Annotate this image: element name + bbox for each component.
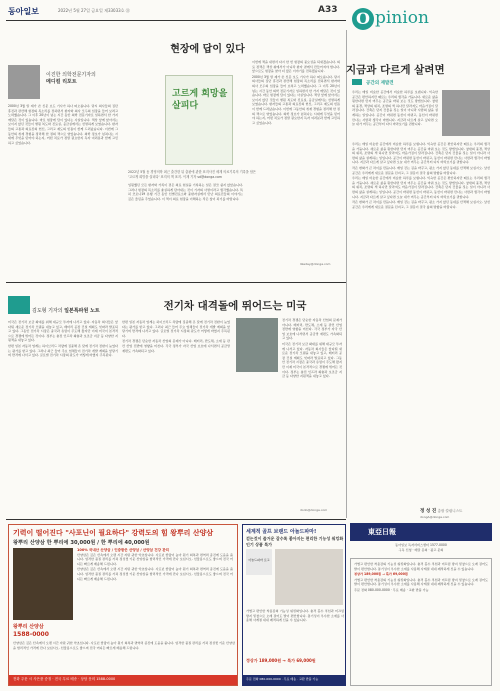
section2-author-label: 김도형 기자의 bbox=[32, 308, 63, 314]
section2-author-name: 일본특파원 노트 bbox=[64, 308, 100, 314]
ad-ginseng-product: 왕뿌리 산양삼 bbox=[13, 624, 44, 630]
ad-shoes-detail-paragraph: 가볍고 편안한 착용감의 기능성 워킹화입니다. 충격 흡수 쿠션과 미끄럼 방지 밑창으로 오래 걸어도 발이 편안합니다. 통기성이 우수한 소재를 사용해 사계절 내내 쾌적하게 신을 수 있습니다. bbox=[354, 562, 488, 571]
ad-ginseng-footer: 전화 주문 시 사은품 증정 · 전국 무료 배송 · 상담 문의 1588-0000 bbox=[13, 677, 116, 681]
ad-shoes-logo-label: 아놀드파마 로고 bbox=[248, 558, 270, 562]
newspaper-logo: 동아일보 bbox=[8, 6, 39, 16]
column-body-1 bbox=[8, 104, 118, 266]
ad-ginseng-highlight: 100% 국내산 산양삼 / 인증받은 산양삼 / 산양삼 건강 관리 bbox=[77, 548, 169, 552]
right-column-email: dongA@donga.com bbox=[420, 515, 450, 519]
page-number: A33 bbox=[318, 5, 338, 15]
ad-shoes-footer: 주문 전화 080-000-0000 · 무료 배송 · 교환 반품 가능 bbox=[246, 677, 319, 681]
section2-paragraph-4: 전기차 경쟁은 단순한 자동차 산업의 문제가 아니다. 배터리, 반도체, 소재 등 관련 산업 전반에 영향을 미친다. 각국 정부가 자국 산업 보호에 나서면서 공급망 재편도 가속화되고 있다. bbox=[122, 339, 230, 353]
ad-shoes-body bbox=[246, 609, 344, 655]
column-paragraph-3: 이번에 책을 내면서 다시 한 번 현장의 중요성을 되새겼습니다. 의료 정책은 책상 위에서가 아니라 환자 곁에서 만들어져야 합니다. 앞으로도 현장을 찾아 더 많은 이야기를 전하겠습니다. bbox=[252, 60, 340, 74]
ad-shoes-photo bbox=[275, 549, 343, 605]
section2-paragraph-6: 미국은 전기차 보급 확대를 위해 대규모 투자에 나서고 있다. 자동차 회사들은 앞다퉈 새로운 전기차 모델을 내놓고 있고, 배터리 공장 건설 계획도 잇따라 발표되고 있다. 그동안 전기차 시장은 중국과 유럽이 주도해 왔지만 이제 미국이 본격적으로 경쟁에 뛰어든 것이다. 정부는 충전 인프라 확충과 보조금 지급 등 다양한 지원책을 내놓고 있다. bbox=[282, 341, 342, 379]
column-byline bbox=[46, 72, 96, 86]
section2-paragraph-1: 미국은 전기차 보급 확대를 위해 대규모 투자에 나서고 있다. 자동차 회사들은 앞다퉈 새로운 전기차 모델을 내놓고 있고, 배터리 공장 건설 계획도 잇따라 발표되고 있다. 그동안 전기차 시장은 중국과 유럽이 주도해 왔지만 이제 미국이 본격적으로 경쟁에 뛰어든 것이다. 정부는 충전 인프라 확충과 보조금 지급 등 다양한 지원책을 내놓고 있다. bbox=[8, 320, 118, 343]
right-column-title: 지금과 다르게 살려면 bbox=[346, 64, 445, 76]
section2-body-2 bbox=[122, 320, 230, 505]
column-paragraph: 2000년 3월 말 제가 쓴 신문 보도 기사가 하나 떠오릅니다. 당시 의사들의 집단 휴진과 관련해 현장의 목소리를 전하면서 환자와 의사 모두의 입장을 들어 보려고 노력했습니다. 그 이후 20년이 넘는 시간 동안 의학 전문기자로 일하면서 한 가지 깨달은 것이 있습니다. 바로 현장에 답이 있다는 사실입니다. 책상 앞에 앉아서는 보이지 않던 것들이 병원 복도와 진료실, 응급실에서는 선명하게 보였습니다. 환자들의 고통과 의료진의 헌신, 그리고 제도의 빈틈이 함께 드러났습니다. 이번에 그동안의 취재 경험을 정리해 한 권의 책으로 엮었습니다. 의학 정보가 넘쳐나는 시대에 무엇을 믿어야 하는지, 어떤 치료가 정말 필요한지 독자 여러분과 함께 고민하고 싶었습니다. bbox=[8, 104, 118, 145]
ad-shoes-detail-paragraph-2: 가볍고 편안한 착용감의 기능성 워킹화입니다. 충격 흡수 쿠션과 미끄럼 방지 밑창으로 오래 걸어도 발이 편안합니다. 통기성이 우수한 소재를 사용해 사계절 내내 쾌적하게 신을 수 있습니다. bbox=[354, 577, 488, 587]
section2-photo bbox=[236, 318, 278, 372]
column-headline: 현장에 답이 있다 bbox=[170, 44, 245, 55]
right-column-paragraph-3: 작은 변화가 큰 차이를 만듭니다. 매일 걷는 길을 바꾸고, 평소 가지 않던 동네를 산책해 보십시오. 낯선 공간은 우리에게 새로운 질문을 던지고, 그 질문이 결국 삶의 방향을 바꿉니다. bbox=[352, 165, 490, 175]
opinion-logo-text: pinion bbox=[375, 8, 429, 28]
section2-byline bbox=[32, 307, 100, 314]
column-divider bbox=[346, 30, 347, 518]
right-column-author: 정 성 진 bbox=[420, 509, 437, 514]
brand-banner bbox=[350, 523, 492, 541]
columnist-photo bbox=[442, 90, 490, 136]
ad-shoes-footer-bar bbox=[243, 675, 345, 685]
ad-ginseng-photo bbox=[13, 548, 73, 620]
column-body-3 bbox=[252, 60, 340, 260]
ad-ginseng-body bbox=[77, 548, 233, 622]
ad-shoes-logo bbox=[246, 549, 272, 575]
right-column-author-role: 총괄 칼럼니스트 bbox=[437, 509, 463, 513]
brand-name: 東亞日報 bbox=[368, 527, 396, 536]
section2-headline: 전기차 대격돌에 뛰어드는 미국 bbox=[163, 300, 307, 312]
column-paragraph-3b: 2000년 3월 말 제가 쓴 신문 보도 기사가 하나 떠오릅니다. 당시 의사들의 집단 휴진과 관련해 현장의 목소리를 전하면서 환자와 의사 모두의 입장을 들어 보려고 노력했습니다. 그 이후 20년이 넘는 시간 동안 의학 전문기자로 일하면서 한 가지 깨달은 것이 있습니다. 바로 현장에 답이 있다는 사실입니다. 책상 앞에 앉아서는 보이지 않던 것들이 병원 복도와 진료실, 응급실에서는 선명하게 보였습니다. 환자들의 고통과 의료진의 헌신, 그리고 제도의 빈틈이 함께 드러났습니다. 이번에 그동안의 취재 경험을 정리해 한 권의 책으로 엮었습니다. 의학 정보가 넘쳐나는 시대에 무엇을 믿어야 하는지, 어떤 치료가 정말 필요한지 독자 여러분과 함께 고민하고 싶었습니다. bbox=[252, 74, 340, 125]
ad-shoes-price: 정상가 189,000원 → 특가 69,000원 bbox=[246, 658, 316, 663]
brand-info bbox=[350, 543, 492, 553]
right-column-tag: 공간의 재발견 bbox=[366, 81, 394, 86]
right-column-body-1 bbox=[352, 90, 438, 140]
section-tag-marker bbox=[352, 79, 362, 85]
ad-ginseng-paragraph: 산양삼은 깊은 산속에서 오랜 시간 자란 귀한 약초입니다. 사포닌 함량이 높아 원기 회복과 면역력 증진에 도움을 줍니다. 엄격한 품질 관리를 거쳐 정성껏 키운 산양삼을 합리적인 가격에 만나 보십시오. 선물용으로도 좋으며 전국 어디든 빠르게 배송해 드립니다. bbox=[77, 552, 233, 566]
book-cover bbox=[165, 75, 233, 165]
section2-body-1 bbox=[8, 320, 118, 505]
issue-date: 2022년 5월 27일 금요일 제33033호 ㊐ bbox=[58, 8, 130, 13]
section-icon bbox=[8, 296, 30, 314]
brand-info-line-1: 동아일보 독자서비스센터 1577-0000 bbox=[395, 543, 447, 547]
section2-paragraph-2: 한편 일본 자동차 업계는 하이브리드 차량에 집중해 온 탓에 전기차 전환이 늦었다는 평가를 받고 있다. 그러나 최근 들어 주요 업체들이 전기차 개발 계획을 앞당기며 반격에 나서고 있다. 글로벌 전기차 시장의 판도가 어떻게 바뀔지 주목된다. bbox=[8, 343, 118, 358]
ad-ginseng-subhead: 왕뿌리 산양삼 한 뿌리에 30,000원 / 한 뿌리에 40,000원 bbox=[13, 540, 150, 546]
column-email: likeday@donga.com bbox=[300, 262, 331, 266]
section-rule bbox=[6, 282, 346, 283]
section2-paragraph-3: 한편 일본 자동차 업계는 하이브리드 차량에 집중해 온 탓에 전기차 전환이 늦었다는 평가를 받고 있다. 그러나 최근 들어 주요 업체들이 전기차 개발 계획을 앞당기며 반격에 나서고 있다. 글로벌 전기차 시장의 판도가 어떻게 바뀔지 주목된다. bbox=[122, 320, 230, 338]
ad-shoes-headline-2: 걷는것이 즐거운 갈수록 좋아지는 편리한 기능성 워킹화 인기 상품 특가 bbox=[246, 536, 344, 547]
section2-paragraph-5: 전기차 경쟁은 단순한 자동차 산업의 문제가 아니다. 배터리, 반도체, 소재 등 관련 산업 전반에 영향을 미친다. 각국 정부가 자국 산업 보호에 나서면서 공급망 재편도 가속화되고 있다. bbox=[282, 318, 342, 341]
ad-ginseng-footer-bar bbox=[9, 675, 237, 685]
right-column-body-2 bbox=[352, 142, 490, 492]
brand-info-line-2: 구독 신청 · 배달 문의 · 광고 문의 bbox=[398, 547, 444, 552]
ad-ginseng-headline: 기력이 떨어진다 "사포닌이 필요하다" 강력도의 힘 왕뿌리 산양삼 bbox=[13, 529, 214, 537]
column-body-2 bbox=[128, 183, 243, 266]
book-caption: 2022년 5월 동 경영의학 최근 출간한 뒤 출판에 관한 표지사진 세계 의료기록의 기록을 담은 '고르게 희망을 살피다' 표지의 책 표지. 이재 기자 sd@donga.com bbox=[128, 170, 256, 179]
ad-ginseng bbox=[8, 524, 238, 686]
section2-body-3 bbox=[282, 318, 342, 505]
right-column-paragraph-2: 우리는 매일 비슷한 공간에서 비슷한 하루를 보냅니다. 익숙한 공간은 편안하지만 때로는 우리의 생각을 가둡니다. 새로운 삶을 원한다면 먼저 머무는 공간을 바꿔 보는 것도 방법입니다. 창밖의 풍경, 책상의 위치, 조명의 색 하나만 달라져도 마음가짐이 달라집니다. 건축은 단지 건물을 짓는 일이 아니라 사람의 삶을 설계하는 일입니다. 공간이 바뀌면 동선이 바뀌고, 동선이 바뀌면 만나는 사람과 생각이 바뀝니다. 지금과 다르게 살고 싶다면 오늘 내가 머무는 공간부터 다시 바라보기를 권합니다. bbox=[352, 142, 490, 165]
ad-shoes-headline: 세계적 골프 브랜드 아놀드파마! bbox=[246, 529, 317, 535]
ad-ginseng-paragraph-3: 산양삼은 깊은 산속에서 오랜 시간 자란 귀한 약초입니다. 사포닌 함량이 높아 원기 회복과 면역력 증진에 도움을 줍니다. 엄격한 품질 관리를 거쳐 정성껏 키운 산양삼을 합리적인 가격에 만나 보십시오. 선물용으로도 좋으며 전국 어디든 빠르게 배송해 드립니다. bbox=[13, 641, 235, 650]
book-cover-title: 고르게 희망을 살피다 bbox=[172, 89, 228, 111]
right-column-paragraph-5: 작은 변화가 큰 차이를 만듭니다. 매일 걷는 길을 바꾸고, 평소 가지 않던 동네를 산책해 보십시오. 낯선 공간은 우리에게 새로운 질문을 던지고, 그 질문이 결국 삶의 방향을 바꿉니다. bbox=[352, 200, 490, 209]
ad-shoes-detail-footer: 주문 전화 080-000-0000 · 무료 배송 · 교환 반품 가능 bbox=[354, 587, 429, 592]
author-photo bbox=[8, 65, 40, 99]
opinion-logo-o: O bbox=[352, 8, 374, 30]
right-column-byline bbox=[420, 508, 462, 514]
right-column-paragraph-4: 우리는 매일 비슷한 공간에서 비슷한 하루를 보냅니다. 익숙한 공간은 편안하지만 때로는 우리의 생각을 가둡니다. 새로운 삶을 원한다면 먼저 머무는 공간을 바꿔 보는 것도 방법입니다. 창밖의 풍경, 책상의 위치, 조명의 색 하나만 달라져도 마음가짐이 달라집니다. 건축은 단지 건물을 짓는 일이 아니라 사람의 삶을 설계하는 일입니다. 공간이 바뀌면 동선이 바뀌고, 동선이 바뀌면 만나는 사람과 생각이 바뀝니다. 지금과 다르게 살고 싶다면 오늘 내가 머무는 공간부터 다시 바라보기를 권합니다. bbox=[352, 176, 490, 199]
column-author-series: 메디컬 리포트 bbox=[46, 79, 77, 85]
column-author-title: 이진한 의학전문기자의 bbox=[46, 72, 96, 78]
ad-shoes bbox=[242, 524, 346, 686]
masthead-rule bbox=[6, 20, 346, 21]
right-column-paragraph: 우리는 매일 비슷한 공간에서 비슷한 하루를 보냅니다. 익숙한 공간은 편안하지만 때로는 우리의 생각을 가둡니다. 새로운 삶을 원한다면 먼저 머무는 공간을 바꿔 보는 것도 방법입니다. 창밖의 풍경, 책상의 위치, 조명의 색 하나만 달라져도 마음가짐이 달라집니다. 건축은 단지 건물을 짓는 일이 아니라 사람의 삶을 설계하는 일입니다. 공간이 바뀌면 동선이 바뀌고, 동선이 바뀌면 만나는 사람과 생각이 바뀝니다. 지금과 다르게 살고 싶다면 오늘 내가 머무는 공간부터 다시 바라보기를 권합니다. bbox=[352, 90, 438, 127]
ad-ginseng-body-2 bbox=[13, 641, 235, 671]
ad-shoes-detail-price: 정상가 189,000원 → 특가 69,000원 bbox=[354, 572, 408, 577]
ad-shoes-detail bbox=[350, 558, 492, 686]
section2-email: dodo@donga.com bbox=[300, 508, 328, 512]
ad-ginseng-phone[interactable]: 1588-0000 bbox=[13, 631, 49, 638]
ad-ginseng-paragraph-2: 산양삼은 깊은 산속에서 오랜 시간 자란 귀한 약초입니다. 사포닌 함량이 높아 원기 회복과 면역력 증진에 도움을 줍니다. 엄격한 품질 관리를 거쳐 정성껏 키운 산양삼을 합리적인 가격에 만나 보십시오. 선물용으로도 좋으며 전국 어디든 빠르게 배송해 드립니다. bbox=[77, 567, 233, 581]
column-paragraph-2: 입원했던 모든 환자와 가족이 겪은 의료 현실을 기록하는 일은 결코 쉽지 않았습니다. 그러나 현장의 목소리를 충실하게 담아내는 것이 기자의 사명이라고 생각했습니다. 특히 코로나19 유행 기간 동안 선별진료소와 중환자실에서 만난 의료진들의 이야기는 깊은 울림을 주었습니다. 이 책이 의료 현장을 이해하는 작은 창이 되기를 바랍니다. bbox=[128, 183, 243, 201]
ad-rule bbox=[6, 519, 346, 520]
ad-shoes-paragraph: 가볍고 편안한 착용감의 기능성 워킹화입니다. 충격 흡수 쿠션과 미끄럼 방지 밑창으로 오래 걸어도 발이 편안합니다. 통기성이 우수한 소재를 사용해 사계절 내내 쾌적하게 신을 수 있습니다. bbox=[246, 609, 344, 623]
